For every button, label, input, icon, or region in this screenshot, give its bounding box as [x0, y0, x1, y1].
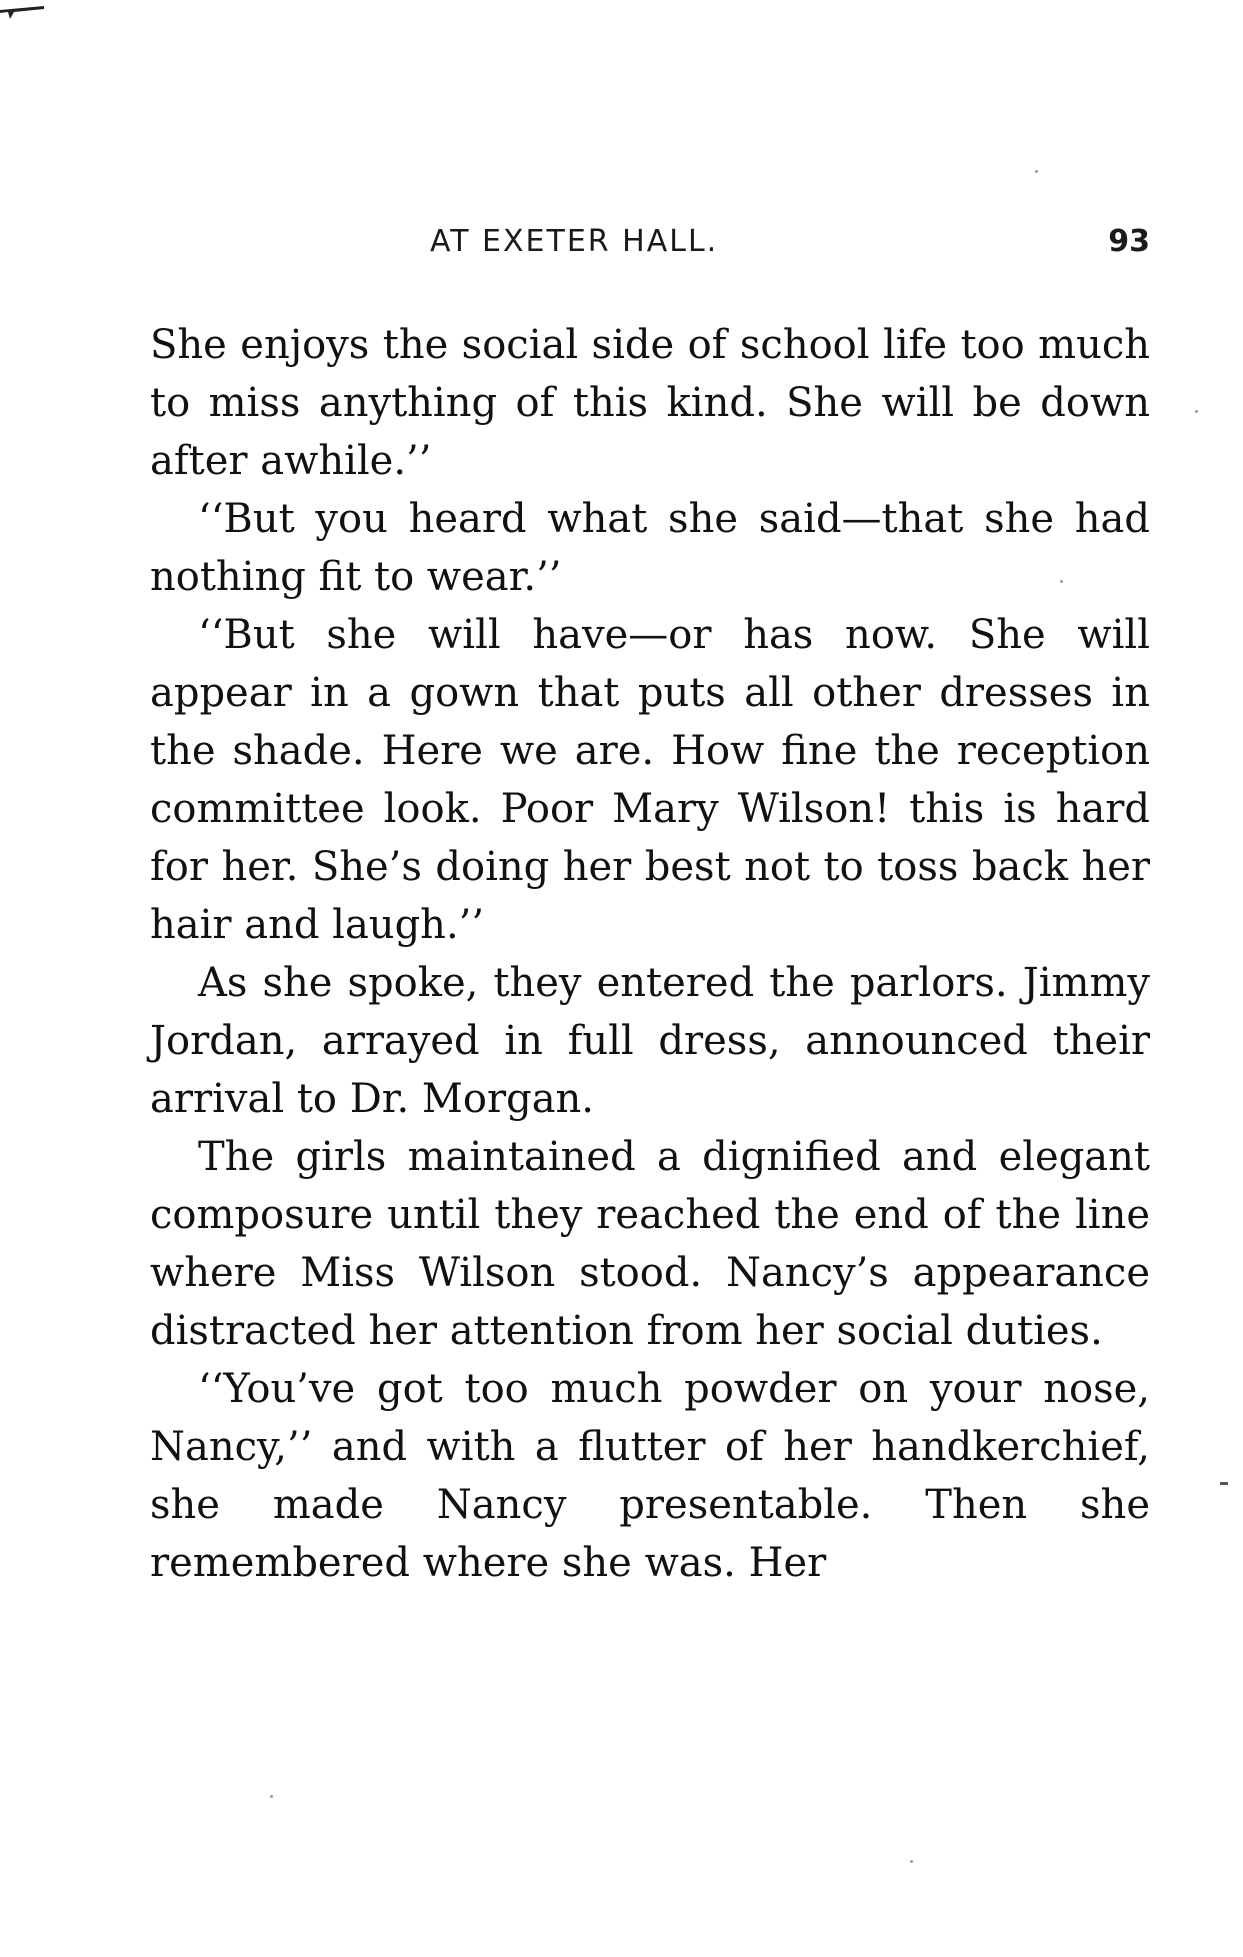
paragraph: ‘‘But she will have—or has now. She will appear in a gown that puts all other dresses in the shade. Here we are. How fine the reception committee look. Poor Mary Wilson! this is hard for her. She’s doing her best not to toss back her hair and laugh.’’ [150, 612, 1150, 948]
print-speck [910, 1860, 913, 1863]
print-speck [1195, 410, 1198, 413]
paragraph: As she spoke, they entered the parlors. Jimmy Jordan, arrayed in full dress, announced their arrival to Dr. Morgan. [150, 960, 1150, 1122]
paragraph: She enjoys the social side of school life too much to miss anything of this kind. She will be down after awhile.’’ [150, 322, 1150, 484]
margin-dash [1220, 1482, 1228, 1485]
print-speck [1035, 170, 1038, 173]
running-head [150, 224, 1150, 264]
page-number: 93 [1108, 224, 1150, 259]
corner-mark-icon [0, 4, 46, 20]
paragraph: The girls maintained a dignified and elegant composure until they reached the end of the line where Miss Wilson stood. Nancy’s appearance distracted her attention from her social duties. [150, 1134, 1150, 1354]
print-speck [1060, 580, 1063, 583]
text-body [150, 316, 1150, 1592]
paragraph: ‘‘But you heard what she said—that she had nothing fit to wear.’’ [150, 496, 1150, 600]
paragraph: ‘‘You’ve got too much powder on your nose, Nancy,’’ and with a flutter of her handkerchief, she made Nancy presentable. Then she remembered where she was. Her [150, 1366, 1150, 1586]
running-title: AT EXETER HALL. [430, 224, 719, 259]
print-speck [270, 1795, 273, 1798]
